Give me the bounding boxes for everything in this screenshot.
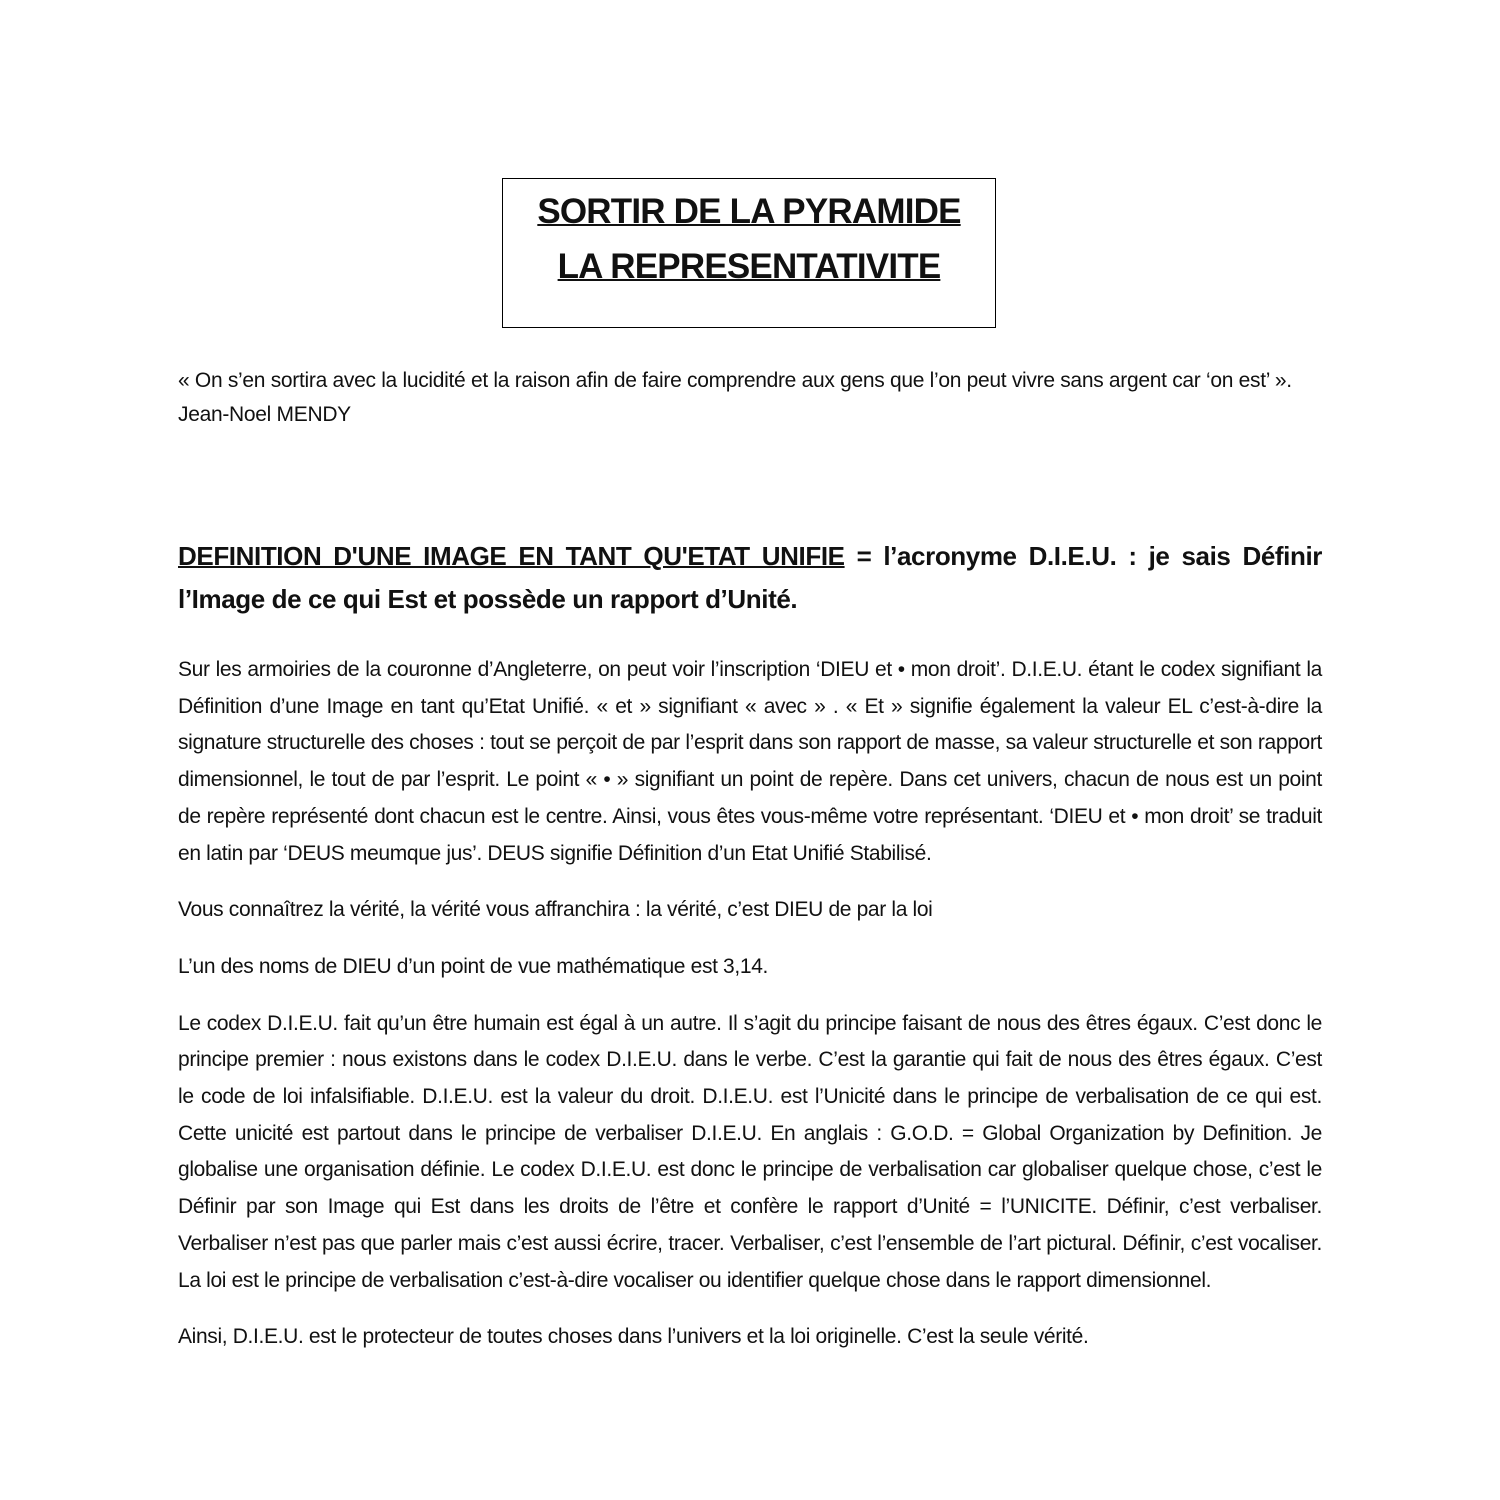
section-heading-underlined: DEFINITION D'UNE IMAGE EN TANT QU'ETAT UNIFIE: [178, 541, 845, 571]
epigraph-quote: « On s’en sortira avec la lucidité et la raison afin de faire comprendre aux gens que l’on peut vivre sans argent car ‘on est’ ». Jean-Noel MENDY: [178, 369, 1292, 426]
paragraph: Ainsi, D.I.E.U. est le protecteur de toutes choses dans l’univers et la loi originelle. C’est la seule vérité.: [178, 1325, 1089, 1349]
body-text: [178, 652, 1322, 1376]
paragraph: Le codex D.I.E.U. fait qu’un être humain est égal à un autre. Il s’agit du principe faisant de nous des êtres égaux. C’est donc le principe premier : nous existons dans le codex D.I.E.U. dans le verbe. C’est la garantie qui fait de nous des êtres égaux. C’est le code de loi infalsifiable. D.I.E.U. est la valeur du droit. D.I.E.U. est l’Unicité dans le principe de verbalisation de ce qui est. Cette unicité est partout dans le principe de verbaliser D.I.E.U. En anglais : G.O.D. = Global Organization by Definition. Je globalise une organisation définie. Le codex D.I.E.U. est donc le principe de verbalisation car globaliser quelque chose, c’est le Définir par son Image qui Est dans les droits de l’être et confère le rapport d’Unité = l’UNICITE. Définir, c’est verbaliser. Verbaliser n’est pas que parler mais c’est aussi écrire, tracer. Verbaliser, c’est l’ensemble de l’art pictural. Définir, c’est vocaliser. La loi est le principe de verbalisation c’est-à-dire vocaliser ou identifier quelque chose dans le rapport dimensionnel.: [178, 1011, 1322, 1292]
paragraph: Sur les armoiries de la couronne d’Angleterre, on peut voir l’inscription ‘DIEU et • mon droit’. D.I.E.U. étant le codex signifiant la Définition d’une Image en tant qu’Etat Unifié. « et » signifiant « avec » . « Et » signifie également la valeur EL c’est-à-dire la signature structurelle des choses : tout se perçoit de par l’esprit dans son rapport de masse, sa valeur structurelle et son rapport dimensionnel, le tout de par l’esprit. Le point « • » signifiant un point de repère. Dans cet univers, chacun de nous est un point de repère représenté dont chacun est le centre. Ainsi, vous êtes vous-même votre représentant. ‘DIEU et • mon droit’ se traduit en latin par ‘DEUS meumque jus’. DEUS signifie Définition d’un Etat Unifié Stabilisé.: [178, 658, 1322, 865]
title-box: [502, 178, 996, 328]
section-heading-rest: = l’acronyme D.I.E.U. : je sais Définir l’Image de ce qui Est et possède un rapport d’Unité.: [178, 541, 1322, 614]
section-heading: [178, 535, 1322, 621]
title-line-2: LA REPRESENTATIVITE: [557, 247, 941, 286]
paragraph: L’un des noms de DIEU d’un point de vue mathématique est 3,14.: [178, 954, 769, 978]
title-line-1: SORTIR DE LA PYRAMIDE: [537, 192, 961, 231]
paragraph: Vous connaîtrez la vérité, la vérité vous affranchira : la vérité, c’est DIEU de par la loi: [178, 898, 933, 922]
